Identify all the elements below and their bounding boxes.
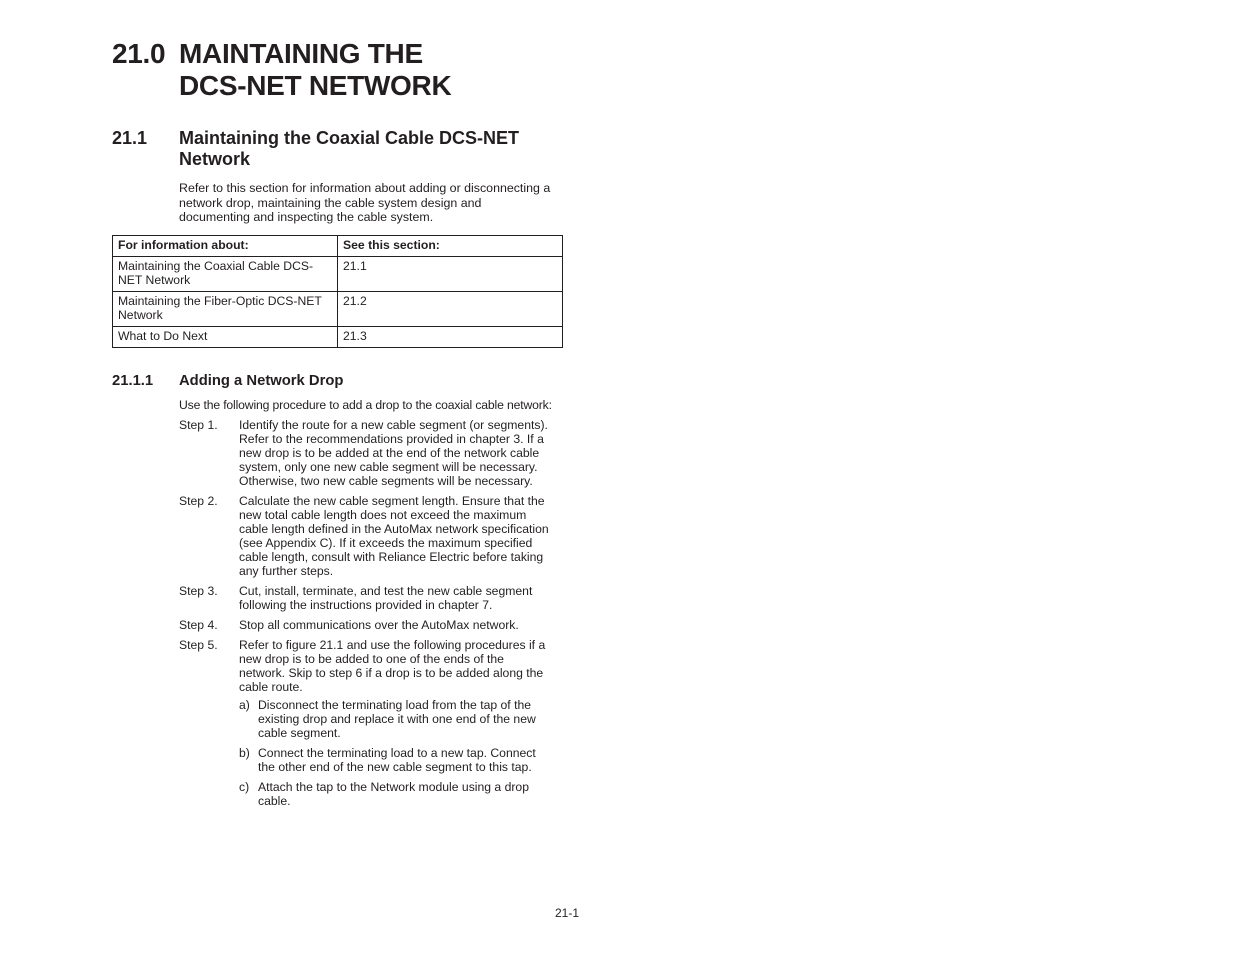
cell-line: Maintaining the Coaxial Cable DCS- [118,259,314,273]
procedure-step [179,584,569,612]
step-line: cable length, consult with Reliance Electric before taking [239,550,544,564]
chapter-number: 21.0 [112,38,166,69]
table-cell-topic [113,257,338,292]
substep-line: cable. [258,794,291,808]
step-text [239,618,564,632]
procedure-step [179,494,569,578]
substep-line: Connect the terminating load to a new tap. Connect [258,746,536,760]
section-reference-table [112,235,563,348]
intro-line: network drop, maintaining the cable system design and [179,195,482,210]
step-line: Otherwise, two new cable segments will be necessary. [239,474,533,488]
step-label: Step 3. [179,584,218,598]
procedure-step [179,618,569,632]
subsection-number: 21.1.1 [112,373,154,389]
section-intro [179,181,567,225]
step-line: Calculate the new cable segment length. Ensure that the [239,494,545,508]
step-label: Step 1. [179,418,218,432]
substep-line: existing drop and replace it with one end of the new [258,712,536,726]
page-number: 21-1 [555,906,580,920]
section-title-line: Network [179,149,251,169]
chapter-title [179,38,579,102]
substep-line: the other end of the new cable segment to this tap. [258,760,532,774]
step-line: (see Appendix C). If it exceeds the maximum specified [239,536,533,550]
table-row [113,327,563,348]
step-line: Stop all communications over the AutoMax network. [239,618,519,632]
cell-line: NET Network [118,273,191,287]
table-cell-topic [113,292,338,327]
substep-text [258,746,558,774]
substep-label: a) [239,698,250,712]
section-title-line: Maintaining the Coaxial Cable DCS-NET [179,128,520,148]
substep-line: Attach the tap to the Network module using a drop [258,780,529,794]
step-line: cable length defined in the AutoMax network specification [239,522,549,536]
chapter-title-line: DCS-NET NETWORK [179,70,452,101]
chapter-title-line: MAINTAINING THE [179,38,423,69]
step-line: Refer to the recommendations provided in chapter 3. If a [239,432,544,446]
table-cell-section: 21.3 [338,327,563,348]
table-header-cell: For information about: [113,236,338,257]
step-line: Identify the route for a new cable segment (or segments). [239,418,548,432]
step-line: cable route. [239,680,303,694]
step-label: Step 2. [179,494,218,508]
step-label: Step 4. [179,618,218,632]
procedure-substep [239,698,569,740]
procedure-step [179,638,569,694]
procedure-substep [239,780,569,808]
table-cell-topic: What to Do Next [113,327,338,348]
substep-text [258,698,558,740]
step-line: new drop is to be added to one of the ends of the [239,652,504,666]
substep-label: c) [239,780,250,794]
substep-label: b) [239,746,250,760]
substep-line: Disconnect the terminating load from the tap of the [258,698,532,712]
step-text [239,638,564,694]
section-title [179,128,579,170]
step-line: network. Skip to step 6 if a drop is to be added along the [239,666,544,680]
step-text [239,584,564,612]
substep-text [258,780,558,808]
cell-line: Network [118,308,163,322]
procedure-substeps [239,698,569,814]
intro-line: Refer to this section for information about adding or disconnecting a [179,181,551,195]
table-row [113,257,563,292]
step-line: system, only one new cable segment will be necessary. [239,460,538,474]
procedure-lead: Use the following procedure to add a drop to the coaxial cable network: [179,398,552,412]
procedure-steps [179,418,569,700]
step-line: any further steps. [239,564,334,578]
subsection-title: Adding a Network Drop [179,373,344,389]
step-line: new drop is to be added at the end of the network cable [239,446,540,460]
step-label: Step 5. [179,638,218,652]
step-line: Cut, install, terminate, and test the new cable segment [239,584,533,598]
table-header-cell: See this section: [338,236,563,257]
section-number: 21.1 [112,128,148,148]
intro-line: documenting and inspecting the cable system. [179,210,434,224]
substep-line: cable segment. [258,726,341,740]
procedure-step [179,418,569,488]
step-line: new total cable length does not exceed the maximum [239,508,527,522]
step-text [239,418,564,488]
cell-line: Maintaining the Fiber-Optic DCS-NET [118,294,322,308]
procedure-substep [239,746,569,774]
step-line: Refer to figure 21.1 and use the following procedures if a [239,638,546,652]
step-text [239,494,564,578]
step-line: following the instructions provided in chapter 7. [239,598,493,612]
table-row [113,292,563,327]
table-header-row [113,236,563,257]
table-cell-section: 21.1 [338,257,563,292]
table-cell-section: 21.2 [338,292,563,327]
